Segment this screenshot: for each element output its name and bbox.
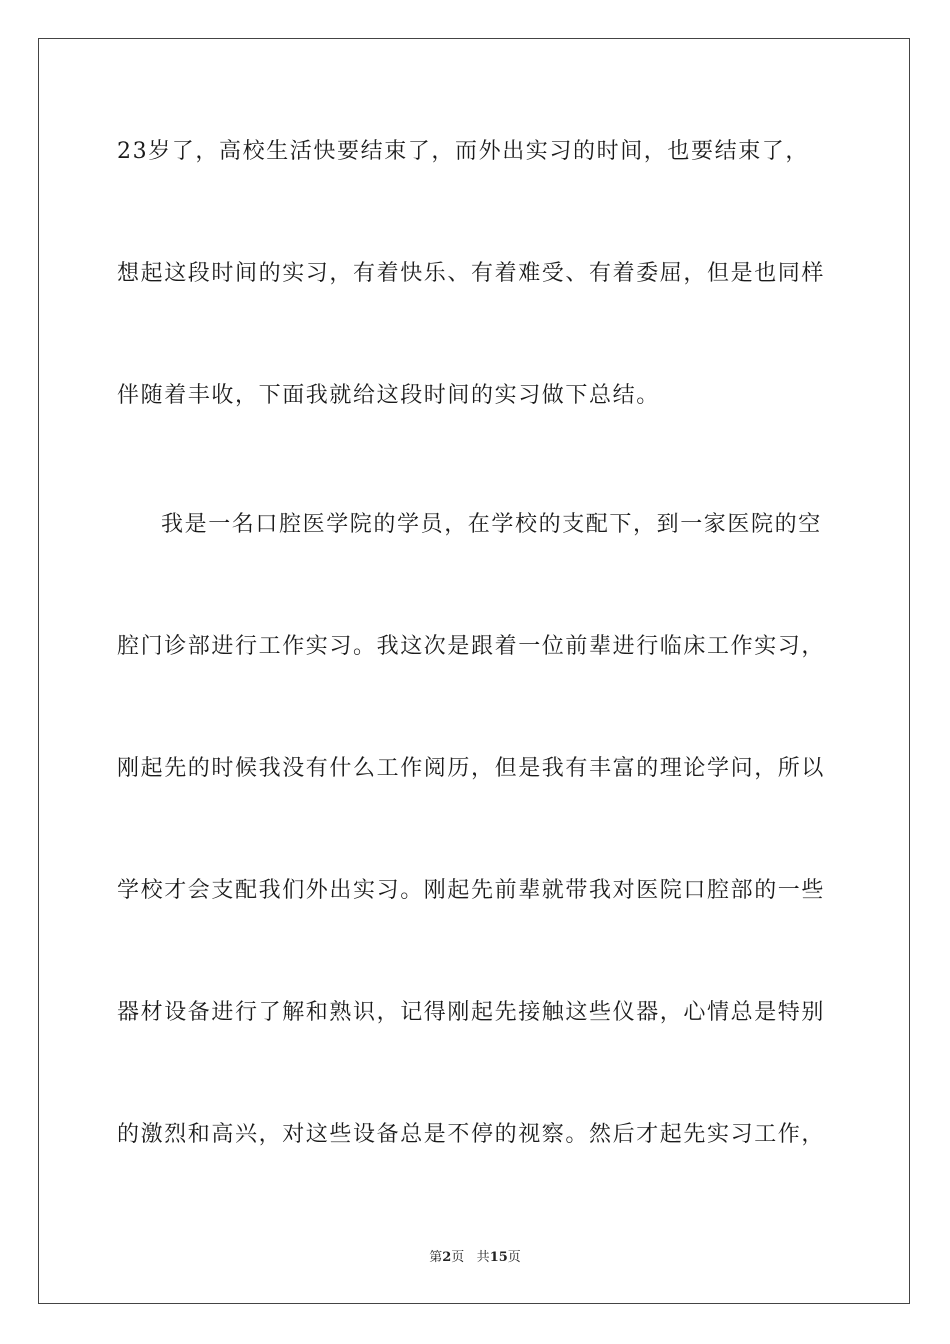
text-line-7: 学校才会支配我们外出实习。刚起先前辈就带我对医院口腔部的一些 [117, 878, 826, 903]
text-line-8: 器材设备进行了解和熟识，记得刚起先接触这些仪器，心情总是特别 [117, 1000, 826, 1025]
text-line-2: 想起这段时间的实习，有着快乐、有着难受、有着委屈，但是也同样 [117, 261, 826, 286]
total-prefix: 共 [476, 1250, 490, 1265]
total-pages: 15 [489, 1250, 508, 1265]
text-line-5: 腔门诊部进行工作实习。我这次是跟着一位前辈进行临床工作实习， [117, 634, 826, 659]
text-line-4: 我是一名口腔医学院的学员，在学校的支配下，到一家医院的空 [161, 512, 822, 537]
text-line-1: 23岁了，高校生活快要结束了，而外出实习的时间，也要结束了， [117, 139, 809, 164]
page-border [38, 38, 910, 1304]
page-number: 2 [442, 1250, 452, 1265]
text-line-9: 的激烈和高兴，对这些设备总是不停的视察。然后才起先实习工作， [117, 1122, 826, 1147]
text-line-3: 伴随着丰收，下面我就给这段时间的实习做下总结。 [117, 383, 660, 408]
total-suffix: 页 [507, 1250, 521, 1265]
page-suffix: 页 [451, 1250, 465, 1265]
page-footer [0, 1246, 950, 1265]
page-prefix: 第 [429, 1250, 443, 1265]
text-line-6: 刚起先的时候我没有什么工作阅历，但是我有丰富的理论学问，所以 [117, 756, 826, 781]
